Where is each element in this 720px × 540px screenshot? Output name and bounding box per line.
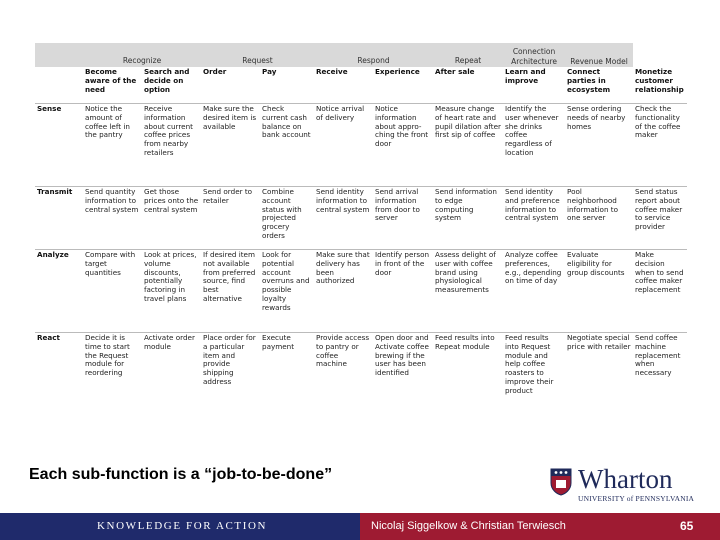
table-row-analyze: [35, 250, 687, 333]
table-cell: Feed results into Repeat module: [435, 333, 495, 351]
table-cell: Assess delight of user with coffee brand using physiological measurements: [433, 250, 503, 333]
corner-cell: [35, 43, 83, 67]
job-matrix-table: [35, 43, 687, 415]
table-cell: Notice the amount of coffee left in the pantry: [83, 104, 142, 187]
table-cell: Execute payment: [262, 333, 295, 351]
job-header-row: [35, 67, 687, 104]
table-cell: Identify person in front of the door: [373, 250, 433, 333]
job-header: Order: [201, 67, 260, 104]
table-row-react: [35, 333, 687, 416]
table-cell: Identify the user whenever she drinks coffee regardless of location: [503, 104, 565, 187]
table-cell: Activate order module: [144, 333, 195, 351]
table-row-sense: [35, 104, 687, 187]
table-cell: Send arrival information from door to server: [373, 187, 433, 250]
row-label: Sense: [35, 104, 83, 187]
logo-university: UNIVERSITY of PENNSYLVANIA: [578, 494, 695, 503]
table-cell: Send status report about coffee maker to service provider: [633, 187, 687, 250]
table-cell: Send identity and preference information to central system: [503, 187, 565, 250]
table-cell: Evaluate eligibility for group discounts: [565, 250, 633, 333]
table-cell: Pool neighborhood information to one server: [565, 187, 633, 250]
table-cell: If desired item not available from preferred source, find best alternative: [201, 250, 260, 333]
job-header: Pay: [260, 67, 314, 104]
group-recognize: Recognize: [83, 43, 201, 67]
table-cell: Receive information about current coffee prices from nearby retailers: [142, 104, 201, 187]
job-matrix: [35, 43, 687, 428]
table-cell: Open door and Activate coffee brewing if the user has been identified: [375, 333, 429, 378]
table-cell: Send quantity information to central system: [83, 187, 142, 250]
table-cell: Negotiate special price with retailer: [567, 333, 631, 351]
table-cell: Send information to edge computing system: [433, 187, 503, 250]
group-request: Request: [201, 43, 314, 67]
job-corner-cell: [35, 67, 83, 104]
group-revenue-model: Revenue Model: [565, 43, 633, 67]
job-header: Receive: [314, 67, 373, 104]
table-cell: Place order for a particular item and provide shipping address: [203, 333, 256, 386]
job-header: Search and decide on option: [142, 67, 201, 104]
footer-right-band: [360, 513, 720, 540]
job-header: Connect parties in ecosystem: [565, 67, 633, 104]
footer-left-band: [0, 513, 360, 540]
table-cell: Send order to retailer: [201, 187, 260, 250]
table-cell: Notice arrival of delivery: [314, 104, 373, 187]
table-cell: Measure change of heart rate and pupil dilation after first sip of coffee: [433, 104, 503, 187]
table-cell: Check the functionality of the coffee maker: [633, 104, 687, 187]
table-cell: Make sure the desired item is available: [201, 104, 260, 187]
table-cell: Make decision when to send coffee maker replacement: [633, 250, 687, 333]
table-cell: Analyze coffee preferences, e.g., depending on time of day: [503, 250, 565, 333]
table-cell: Provide access to pantry or coffee machine: [316, 333, 370, 369]
table-cell: Send identity information to central system: [314, 187, 373, 250]
table-row-transmit: [35, 187, 687, 250]
footer-bar: [0, 513, 720, 540]
table-cell: Send coffee machine replacement when necessary: [635, 333, 681, 378]
table-cell: Sense ordering needs of nearby homes: [565, 104, 633, 187]
group-repeat: Repeat: [433, 43, 503, 67]
table-cell: Check current cash balance on bank account: [260, 104, 314, 187]
table-cell: Get those prices onto the central system: [142, 187, 201, 250]
row-label: React: [37, 333, 60, 342]
job-header: Experience: [373, 67, 433, 104]
job-header: Monetize customer relationship: [633, 67, 687, 104]
job-header: After sale: [433, 67, 503, 104]
logo-wordmark: Wharton: [578, 464, 673, 494]
table-cell: Decide it is time to start the Request module for reordering: [85, 333, 130, 378]
footer-tagline: KNOWLEDGE FOR ACTION: [97, 520, 268, 532]
table-cell: Look at prices, volume discounts, potentially factoring in travel plans: [142, 250, 201, 333]
table-cell: Feed results into Request module and help coffee roasters to improve their product: [505, 333, 554, 395]
table-cell: Make sure that delivery has been authorized: [314, 250, 373, 333]
group-respond: Respond: [314, 43, 433, 67]
slide-subtitle: Each sub-function is a “job-to-be-done”: [29, 466, 333, 483]
group-connection-architecture: Connection Architecture: [503, 43, 565, 67]
shield-icon: [550, 468, 572, 496]
wharton-logo: [550, 464, 695, 506]
footer-authors: Nicolaj Siggelkow & Christian Terwiesch: [371, 520, 566, 532]
table-cell: Combine account status with projected grocery orders: [260, 187, 314, 250]
table-cell: Compare with target quantities: [83, 250, 142, 333]
job-header: Become aware of the need: [83, 67, 142, 104]
table-cell: Notice information about appro-ching the front door: [373, 104, 433, 187]
job-header: Learn and improve: [503, 67, 565, 104]
row-label: Transmit: [35, 187, 83, 250]
group-header-row: [35, 43, 687, 67]
row-label: Analyze: [35, 250, 83, 333]
table-cell: Look for potential account overruns and possible loyalty rewards: [260, 250, 314, 333]
page-number: 65: [680, 519, 694, 533]
